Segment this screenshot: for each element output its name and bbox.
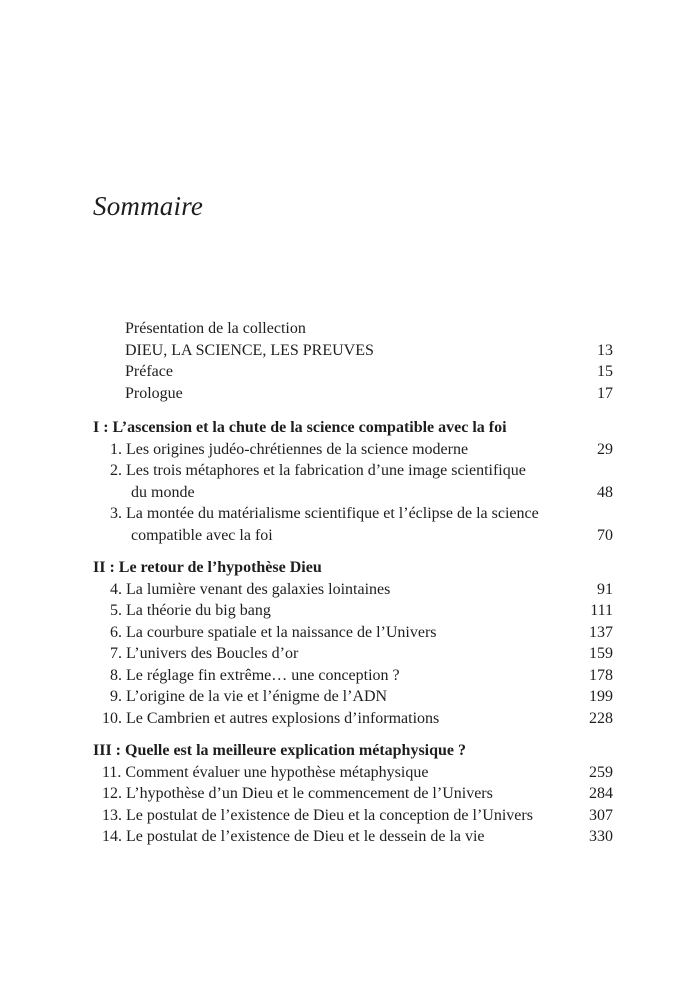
toc-entry-label: 2. Les trois métaphores et la fabrication d’une image scientifique [110,462,526,479]
toc-entry-label: 8. Le réglage fin extrême… une conception ? [110,666,400,684]
toc-entry-page: 70 [597,526,613,544]
toc-chapter-10[interactable] [93,708,613,730]
toc-chapter-8[interactable] [93,665,613,687]
toc-entry-label: 12. L’hypothèse d’un Dieu et le commencement de l’Univers [102,785,493,802]
toc-chapter-13[interactable] [93,805,613,827]
part-heading-1[interactable]: I : L’ascension et la chute de la science compatible avec la foi [93,419,507,436]
toc-entry-page: 13 [597,341,613,359]
toc-entry-page: 259 [589,763,613,781]
toc-entry-label: Prologue [125,384,183,402]
toc-entry-label: 10. Le Cambrien et autres explosions d’informations [102,709,440,727]
toc-chapter-4[interactable] [93,579,613,601]
toc-entry-page: 284 [589,785,613,802]
toc-entry-page: 228 [589,709,613,727]
toc-entry-page: 307 [589,806,613,824]
toc-entry-label: 7. L’univers des Boucles d’or [110,645,299,662]
toc-entry-label: du monde [131,483,195,501]
toc-chapter-1[interactable] [93,439,613,461]
toc-entry-label: 14. Le postulat de l’existence de Dieu et le dessein de la vie [102,828,485,845]
table-of-contents [93,318,613,848]
toc-chapter-6[interactable] [93,622,613,644]
toc-entry-label: 5. La théorie du big bang [110,602,271,619]
part-heading-2[interactable]: II : Le retour de l’hypothèse Dieu [93,559,322,576]
toc-chapter-9[interactable] [93,686,613,708]
toc-entry-page: 91 [597,580,613,598]
toc-chapter-2[interactable] [93,460,613,482]
toc-entry-label: 6. La courbure spatiale et la naissance de l’Univers [110,623,437,641]
toc-chapter-12[interactable] [93,783,613,805]
part-heading-3[interactable]: III : Quelle est la meilleure explication métaphysique ? [93,742,467,759]
toc-entry-label: 1. Les origines judéo-chrétiennes de la science moderne [110,440,469,458]
toc-entry-page: 48 [597,483,613,501]
toc-entry-label: DIEU, LA SCIENCE, LES PREUVES [125,341,374,359]
toc-entry-preface[interactable] [93,361,613,383]
toc-entry-page: 29 [597,440,613,458]
toc-entry-page: 330 [589,828,613,845]
toc-chapter-7[interactable] [93,643,613,665]
toc-entry-page: 178 [589,666,613,684]
toc-entry-label: 13. Le postulat de l’existence de Dieu et la conception de l’Univers [102,806,533,824]
toc-entry-page: 15 [597,363,613,380]
toc-entry-page: 17 [597,384,613,402]
toc-chapter-14[interactable] [93,826,613,848]
toc-entry-prologue[interactable] [93,383,613,405]
toc-entry-label: 11. Comment évaluer une hypothèse métaphysique [102,763,429,781]
toc-entry-label: 9. L’origine de la vie et l’énigme de l’ADN [110,688,388,705]
toc-entry-label: Présentation de la collection [125,320,306,337]
toc-entry-label: compatible avec la foi [131,526,273,544]
toc-entry-collection-name[interactable] [93,340,613,362]
toc-chapter-3-continued[interactable] [93,525,613,547]
toc-entry-label: 4. La lumière venant des galaxies lointaines [110,580,391,598]
toc-chapter-3[interactable] [93,503,613,525]
toc-entry-label: 3. La montée du matérialisme scientifique et l’éclipse de la science [110,505,539,522]
toc-chapter-2-continued[interactable] [93,482,613,504]
toc-chapter-11[interactable] [93,762,613,784]
toc-entry-collection[interactable] [93,318,613,340]
page-title: Sommaire [93,191,204,221]
toc-entry-page: 199 [589,688,613,705]
toc-entry-page: 111 [590,602,613,619]
toc-chapter-5[interactable] [93,600,613,622]
toc-entry-page: 137 [589,623,613,641]
toc-entry-label: Préface [125,363,173,380]
toc-entry-page: 159 [589,645,613,662]
